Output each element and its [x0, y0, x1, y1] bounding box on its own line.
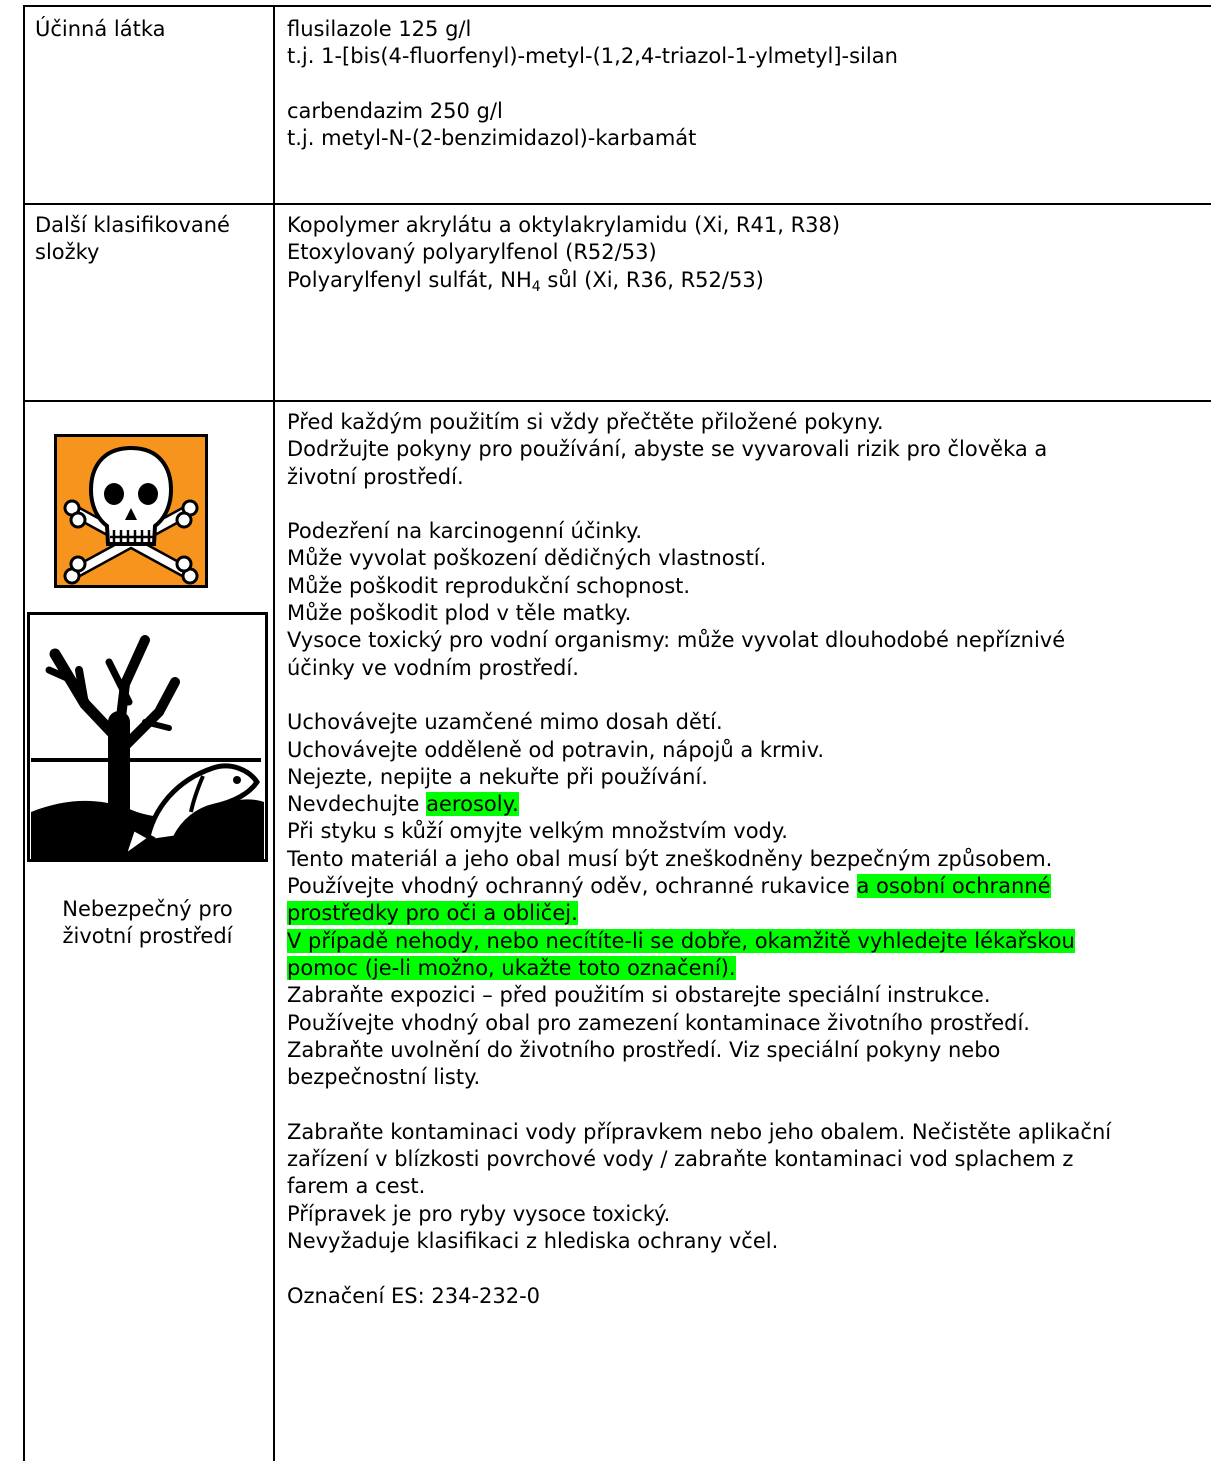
subscript: 4: [531, 278, 541, 295]
text-line: t.j. metyl-N-(2-benzimidazol)-karbamát: [287, 126, 697, 151]
text-line: Vysoce toxický pro vodní organismy: může vyvolat dlouhodobé nepříznivé: [287, 628, 1066, 653]
text-line: [287, 791, 1111, 818]
table-border-left: [23, 5, 25, 1461]
text-line: [287, 928, 1111, 955]
text-line: flusilazole 125 g/l: [287, 17, 472, 41]
text-line: Může vyvolat poškození dědičných vlastností.: [287, 546, 767, 571]
text-line: Dodržujte pokyny pro používání, abyste se vyvarovali rizik pro člověka a: [287, 437, 1048, 462]
row-label-active-substance: [35, 16, 166, 43]
text-line: Při styku s kůží omyjte velkým množstvím vody.: [287, 819, 788, 844]
pictogram-caption: [20, 896, 275, 950]
text-line: Označení ES: 234-232-0: [287, 1283, 541, 1308]
row-content-other-components: [287, 212, 840, 294]
toxic-skull-crossbones-icon: [54, 434, 208, 588]
text-line: Před každým použitím si vždy přečtěte přiložené pokyny.: [287, 410, 884, 434]
row-label-other-components: [35, 212, 230, 267]
caption-line: životní prostředí: [62, 924, 233, 948]
text-line: Přípravek je pro ryby vysoce toxický.: [287, 1201, 671, 1226]
text-line: Nevyžaduje klasifikaci z hlediska ochrany včel.: [287, 1228, 779, 1253]
table-column-divider: [273, 5, 275, 1461]
label-line: Účinná látka: [35, 17, 166, 41]
blank-line: [287, 491, 1111, 518]
highlighted-text: V případě nehody, nebo necítíte-li se dobře, okamžitě vyhledejte lékařskou: [287, 928, 1075, 953]
text-line: Používejte vhodný obal pro zamezení kontaminace životního prostředí.: [287, 1010, 1030, 1035]
text-line: bezpečnostní listy.: [287, 1065, 481, 1090]
text-line: Etoxylovaný polyarylfenol (R52/53): [287, 240, 657, 265]
text-line: Podezření na karcinogenní účinky.: [287, 519, 643, 544]
text-line: t.j. 1-[bis(4-fluorfenyl)-metyl-(1,2,4-triazol-1-ylmetyl]-silan: [287, 44, 898, 69]
text-line: Uchovávejte odděleně od potravin, nápojů a krmiv.: [287, 737, 825, 762]
text-line: [287, 267, 840, 294]
text-segment: Nevdechujte: [287, 792, 427, 817]
caption-line: Nebezpečný pro: [62, 897, 233, 921]
text-line: životní prostředí.: [287, 464, 464, 489]
highlighted-text: a osobní ochranné: [856, 874, 1051, 899]
text-line: farem a cest.: [287, 1174, 426, 1199]
blank-line: [287, 1091, 1111, 1118]
text-line: Zabraňte uvolnění do životního prostředí. Viz speciální pokyny nebo: [287, 1037, 1001, 1062]
blank-line: [287, 71, 898, 98]
text-line: Kopolymer akrylátu a oktylakrylamidu (Xi, R41, R38): [287, 213, 841, 237]
dangerous-for-environment-icon: [27, 612, 268, 862]
text-line: Může poškodit reprodukční schopnost.: [287, 573, 691, 598]
label-line: Další klasifikované: [35, 213, 230, 237]
text-line: Nejezte, nepijte a nekuřte při používání.: [287, 764, 708, 789]
text-line: Může poškodit plod v těle matky.: [287, 601, 632, 626]
text-segment: Polyarylfenyl sulfát, NH: [287, 267, 532, 292]
table-border-top: [23, 5, 1211, 7]
text-line: [287, 900, 1111, 927]
table-row-divider: [23, 203, 1211, 205]
text-line: [287, 955, 1111, 982]
table-row-divider: [23, 400, 1211, 402]
text-segment: sůl (Xi, R36, R52/53): [540, 267, 764, 292]
blank-line: [287, 1255, 1111, 1282]
blank-line: [287, 682, 1111, 709]
text-line: Uchovávejte uzamčené mimo dosah dětí.: [287, 710, 723, 735]
row-content-active-substance: [287, 16, 898, 152]
text-line: [287, 873, 1111, 900]
highlighted-text: aerosoly.: [426, 792, 519, 817]
text-line: účinky ve vodním prostředí.: [287, 655, 579, 680]
text-line: Zabraňte kontaminaci vody přípravkem nebo jeho obalem. Nečistěte aplikační: [287, 1119, 1112, 1144]
text-segment: Používejte vhodný ochranný oděv, ochranné rukavice: [287, 874, 857, 899]
text-line: Zabraňte expozici – před použitím si obstarejte speciální instrukce.: [287, 983, 991, 1008]
highlighted-text: prostředky pro oči a obličej.: [287, 901, 578, 926]
row-content-safety-phrases: [287, 409, 1111, 1310]
text-line: zařízení v blízkosti povrchové vody / zabraňte kontaminaci vod splachem z: [287, 1147, 1074, 1172]
text-line: carbendazim 250 g/l: [287, 98, 503, 123]
label-line: složky: [35, 240, 100, 265]
text-line: Tento materiál a jeho obal musí být zneškodněny bezpečným způsobem.: [287, 846, 1053, 871]
highlighted-text: pomoc (je-li možno, ukažte toto označení).: [287, 955, 736, 980]
